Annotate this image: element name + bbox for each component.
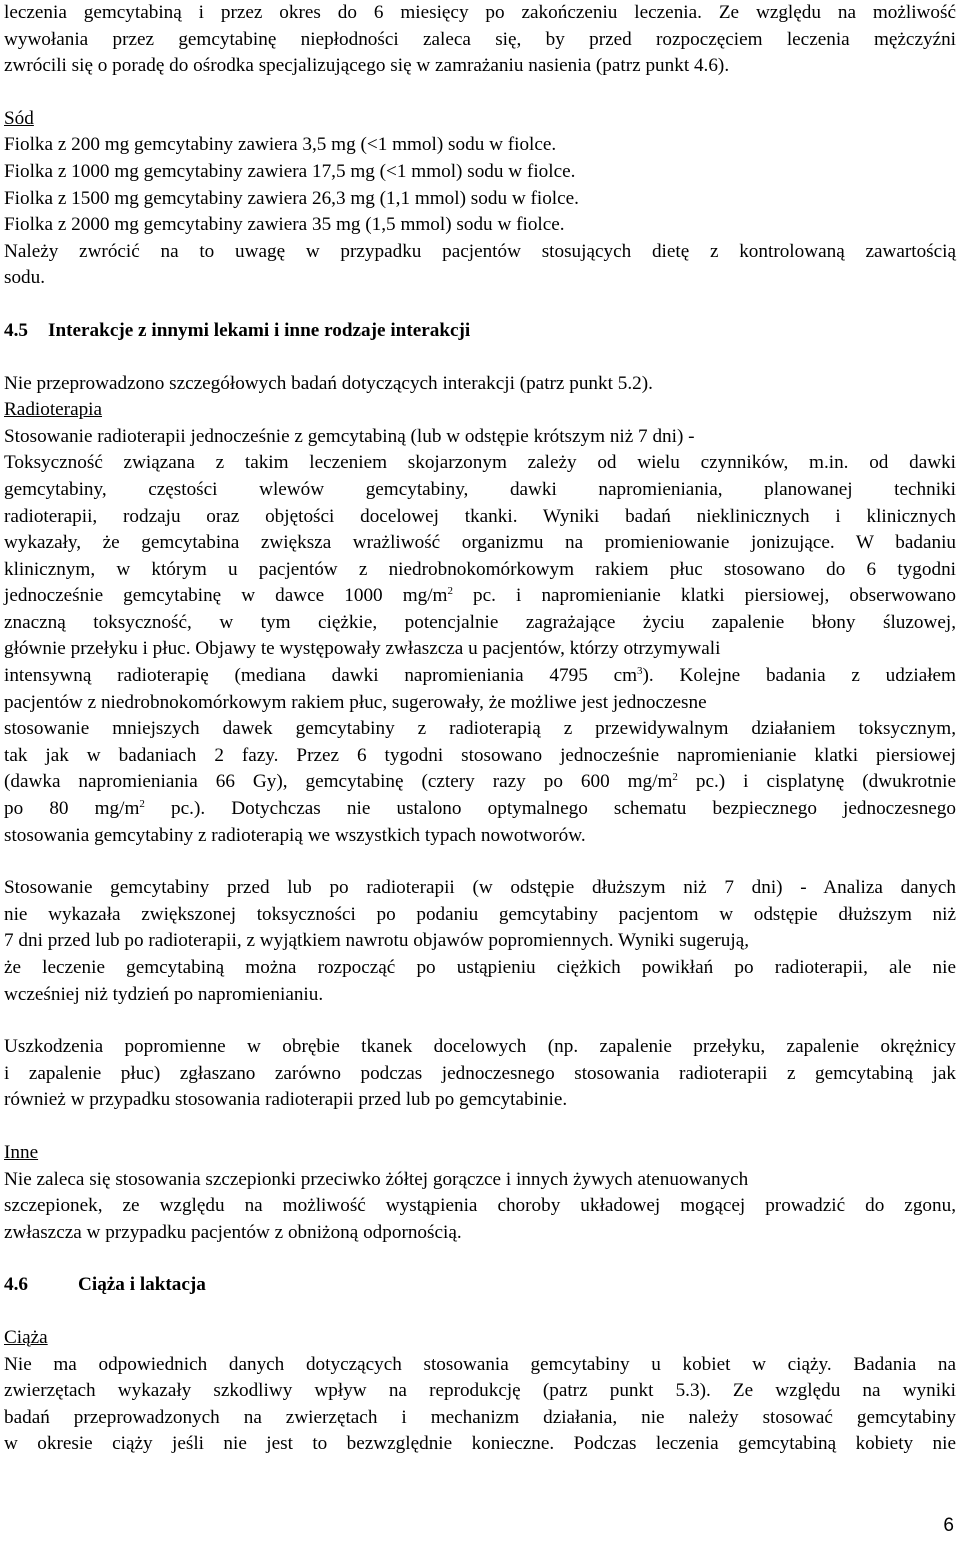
text-line: wywołania przez gemcytabinę niepłodności zaleca się, by przed rozpoczęciem leczenia mężczyźni xyxy=(4,28,956,50)
text-line: pacjentów z niedrobnokomórkowym rakiem płuc, sugerowały, że możliwe jest jednoczesne xyxy=(4,691,707,713)
text-line: i zapalenie płuc) zgłaszano zarówno podczas jednoczesnego stosowania radioterapii z gemcytabiną jak xyxy=(4,1062,956,1084)
text-line: że leczenie gemcytabiną można rozpocząć po ustąpieniu ciężkich powikłań po radioterapii, ale nie xyxy=(4,957,956,978)
text-line: badań przeprowadzonych na zwierzętach i mechanizm działania, nie należy stosować gemcytabiny xyxy=(4,1406,956,1428)
section-heading-4-5 xyxy=(4,318,956,345)
text-line: zwłaszcza w przypadku pacjentów z obniżoną odpornością. xyxy=(4,1221,462,1243)
text-line: zwrócili się o poradę do ośrodka specjalizującego się w zamrażaniu nasienia (patrz punkt 4.6). xyxy=(4,55,730,77)
text-line: gemcytabiny, częstości wlewów gemcytabiny, dawki napromieniania, planowanej techniki xyxy=(4,478,956,500)
text-line: Toksyczność związana z takim leczeniem skojarzonym zależy od wielu czynników, m.in. od dawki xyxy=(4,452,956,474)
text-line: po 80 $mg/m^2$ pc.). Dotychczas nie ustalono optymalnego schematu bezpiecznego jednoczesnego xyxy=(4,798,956,820)
text-line: Nie zaleca się stosowania szczepionki przeciwko żółtej gorączce i innych żywych atenuowanych xyxy=(4,1168,749,1190)
text-line: Stosowanie radioterapii jednocześnie z gemcytabiną (lub w odstępie krótszym niż 7 dni) - xyxy=(4,425,695,447)
text-line: zwierzętach wykazały szkodliwy wpływ na reprodukcję (patrz punkt 5.3). Ze względu na wyniki xyxy=(4,1380,956,1402)
text-line: stosowanie mniejszych dawek gemcytabiny z radioterapią z przewidywalnym działaniem toksycznym, xyxy=(4,718,956,740)
text-line: jednocześnie gemcytabinę w dawce 1000 $mg/m^2$ pc. i napromienianie klatki piersiowej, obserwowano xyxy=(4,585,956,607)
paragraph-before-after-radiotherapy xyxy=(4,875,956,1008)
text-line: radioterapii, rodzaju oraz objętości docelowej tkanki. Wyniki badań nieklinicznych i klinicznych xyxy=(4,505,956,527)
text-line: Fiolka z 200 mg gemcytabiny zawiera 3,5 mg (<1 mmol) sodu w fiolce. xyxy=(4,134,557,156)
text-line: w okresie ciąży jeśli nie jest to bezwzględnie konieczne. Podczas leczenia gemcytabiną kobiety nie xyxy=(4,1433,956,1455)
subheading-sodium: Sód xyxy=(4,107,34,129)
text-line: 7 dni przed lub po radioterapii, z wyjątkiem nawrotu objawów popromiennych. Wyniki sugerują, xyxy=(4,930,750,952)
section-number: 4.6 xyxy=(4,1274,28,1296)
text-line: Nie przeprowadzono szczegółowych badań dotyczących interakcji (patrz punkt 5.2). xyxy=(4,372,653,394)
text-line: nie wykazała zwiększonej toksyczności po podaniu gemcytabiny pacjentom w odstępie dłuższym niż xyxy=(4,903,956,925)
section-sodium xyxy=(4,106,956,292)
text-line: również w przypadku stosowania radioterapii przed lub po gemcytabinie. xyxy=(4,1089,568,1111)
text-line: wykazały, że gemcytabina zwiększa wrażliwość organizmu na promieniowanie jonizujące. W badaniu xyxy=(4,532,956,554)
document-page xyxy=(4,0,956,1458)
paragraph-radiation-damage xyxy=(4,1034,956,1114)
text-line: szczepionek, ze względu na możliwość wystąpienia choroby układowej mogącej prowadzić do zgonu, xyxy=(4,1195,956,1217)
text-line: znaczną toksyczność, w tym ciężkie, potencjalnie zagrażające życiu zapalenie błony śluzowej, xyxy=(4,611,956,633)
text-line: sodu. xyxy=(4,267,46,289)
section-radiotherapy xyxy=(4,397,956,849)
subheading-radiotherapy: Radioterapia xyxy=(4,399,103,421)
text-line: Należy zwrócić na to uwagę w przypadku pacjentów stosujących dietę z kontrolowaną zawartością xyxy=(4,240,956,262)
text-line: Fiolka z 1000 mg gemcytabiny zawiera 17,5 mg (<1 mmol) sodu w fiolce. xyxy=(4,160,576,182)
section-title: Ciąża i laktacja xyxy=(78,1274,206,1296)
text-line: stosowania gemcytabiny z radioterapią we wszystkich typach nowotworów. xyxy=(4,824,586,846)
text-line: Nie ma odpowiednich danych dotyczących stosowania gemcytabiny u kobiet w ciąży. Badania na xyxy=(4,1353,956,1375)
section-other xyxy=(4,1140,956,1246)
text-line: Uszkodzenia popromienne w obrębie tkanek docelowych (np. zapalenie przełyku, zapalenie okrężnicy xyxy=(4,1036,956,1058)
text-line: klinicznym, w którym u pacjentów z niedrobnokomórkowym rakiem płuc stosowano do 6 tygodni xyxy=(4,558,956,580)
text-line: wcześniej niż tydzień po napromienianiu. xyxy=(4,983,324,1005)
subheading-other: Inne xyxy=(4,1141,39,1163)
section-pregnancy xyxy=(4,1325,956,1458)
section-number: 4.5 xyxy=(4,319,28,341)
text-line: intensywną radioterapię (mediana dawki napromieniania 4795 $cm^3$). Kolejne badania z udziałem xyxy=(4,665,956,687)
text-line: Fiolka z 1500 mg gemcytabiny zawiera 26,3 mg (1,1 mmol) sodu w fiolce. xyxy=(4,187,579,209)
text-line: (dawka napromieniania 66 Gy), gemcytabinę (cztery razy po 600 $mg/m^2$ pc.) i cisplatynę (dwukrotnie xyxy=(4,771,957,793)
text-line: Fiolka z 2000 mg gemcytabiny zawiera 35 mg (1,5 mmol) sodu w fiolce. xyxy=(4,214,565,236)
paragraph-fertility xyxy=(4,0,956,80)
subheading-pregnancy: Ciąża xyxy=(4,1326,48,1348)
page-number: 6 xyxy=(943,1515,954,1536)
text-line: Stosowanie gemcytabiny przed lub po radioterapii (w odstępie dłuższym niż 7 dni) - Analiza danych xyxy=(4,877,956,899)
section-title: Interakcje z innymi lekami i inne rodzaje interakcji xyxy=(48,319,471,341)
text-line: leczenia gemcytabiną i przez okres do 6 miesięcy po zakończeniu leczenia. Ze względu na możliwość xyxy=(4,2,956,23)
section-heading-4-6 xyxy=(4,1272,956,1299)
text-line: tak jak w badaniach 2 fazy. Przez 6 tygodni stosowano jednocześnie napromienianie klatki piersiowej xyxy=(4,744,956,766)
paragraph-interactions-intro xyxy=(4,371,956,398)
text-line: głównie przełyku i płuc. Objawy te występowały zwłaszcza u pacjentów, którzy otrzymywali xyxy=(4,638,721,660)
